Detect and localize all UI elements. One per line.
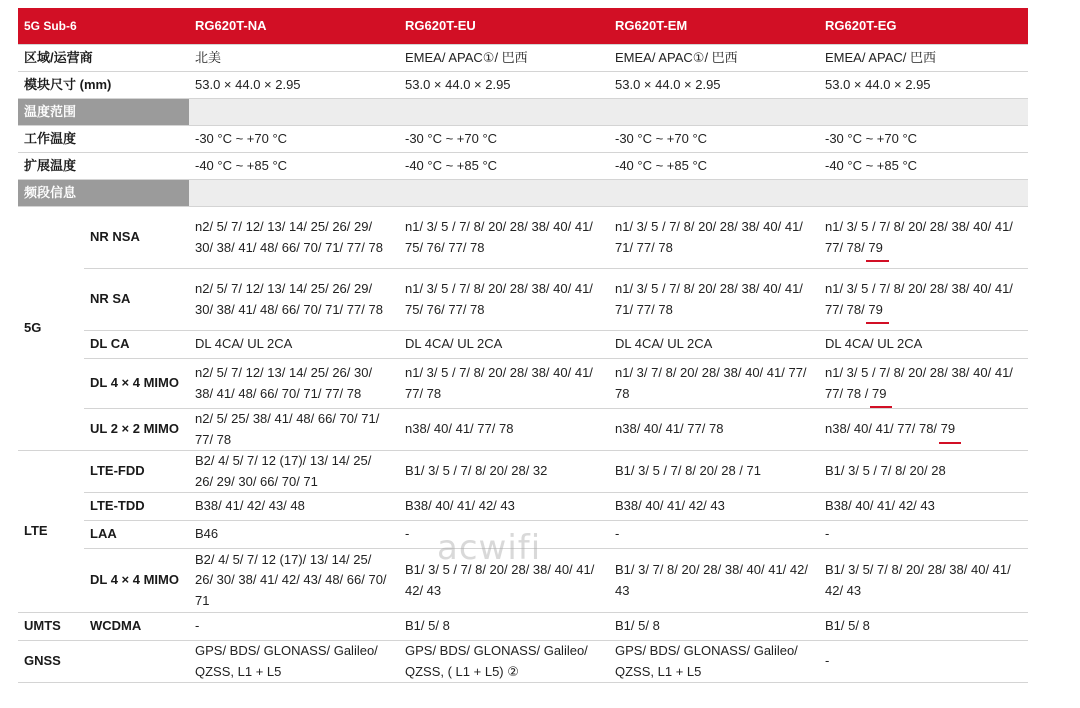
highlight-mark: 79 (872, 384, 886, 405)
cell: -40 °C ~ +85 °C (399, 153, 609, 180)
cell (819, 409, 1028, 451)
cell: n1/ 3/ 7/ 8/ 20/ 28/ 38/ 40/ 41/ 77/ 78 (609, 359, 819, 409)
cell-text: n1/ 3/ 5 / 7/ 8/ 20/ 28/ 38/ 40/ 41/ 77/ 78/ (825, 219, 1013, 255)
row-label: NR SA (84, 269, 189, 331)
row-label: WCDMA (84, 613, 189, 641)
cell: B1/ 3/ 5 / 7/ 8/ 20/ 28/ 32 (399, 451, 609, 493)
section-fill (189, 180, 1028, 207)
cell: n1/ 3/ 5 / 7/ 8/ 20/ 28/ 38/ 40/ 41/ 75/ 76/ 77/ 78 (399, 269, 609, 331)
cell: B46 (189, 521, 399, 549)
cell: B1/ 3/ 5 / 7/ 8/ 20/ 28 (819, 451, 1028, 493)
row-label: UL 2 × 2 MIMO (84, 409, 189, 451)
watermark: acwifi (437, 528, 542, 568)
cell: n2/ 5/ 25/ 38/ 41/ 48/ 66/ 70/ 71/ 77/ 78 (189, 409, 399, 451)
cell: GPS/ BDS/ GLONASS/ Galileo/ QZSS, L1 + L5 (189, 641, 399, 683)
row-label: 模块尺寸 (mm) (18, 72, 189, 99)
spec-table (18, 8, 1028, 683)
row-label: DL 4 × 4 MIMO (84, 549, 189, 613)
cell: n2/ 5/ 7/ 12/ 13/ 14/ 25/ 26/ 30/ 38/ 41/ 48/ 66/ 70/ 71/ 77/ 78 (189, 359, 399, 409)
cell: n1/ 3/ 5 / 7/ 8/ 20/ 28/ 38/ 40/ 41/ 71/ 77/ 78 (609, 269, 819, 331)
cell: n2/ 5/ 7/ 12/ 13/ 14/ 25/ 26/ 29/ 30/ 38/ 41/ 48/ 66/ 70/ 71/ 77/ 78 (189, 207, 399, 269)
group-label-umts: UMTS (18, 613, 84, 641)
ul-mimo-row (18, 409, 1028, 451)
row-label: 扩展温度 (18, 153, 189, 180)
size-row (18, 72, 1028, 99)
cell-text: n1/ 3/ 5 / 7/ 8/ 20/ 28/ 38/ 40/ 41/ 77/ 78/ (825, 281, 1013, 317)
op-temp-row (18, 126, 1028, 153)
header-model-em: RG620T-EM (609, 8, 819, 45)
cell: B38/ 40/ 41/ 42/ 43 (609, 493, 819, 521)
row-label: DL CA (84, 331, 189, 359)
dl-mimo-row (18, 359, 1028, 409)
cell: n1/ 3/ 5 / 7/ 8/ 20/ 28/ 38/ 40/ 41/ 71/ 77/ 78 (609, 207, 819, 269)
highlight-mark: 79 (868, 300, 882, 321)
umts-row (18, 613, 1028, 641)
row-label: LAA (84, 521, 189, 549)
cell: 53.0 × 44.0 × 2.95 (189, 72, 399, 99)
band-section-row (18, 180, 1028, 207)
cell (819, 207, 1028, 269)
cell: - (819, 641, 1028, 683)
cell: -40 °C ~ +85 °C (819, 153, 1028, 180)
temp-section-row (18, 99, 1028, 126)
cell: GPS/ BDS/ GLONASS/ Galileo/ QZSS, ( L1 + L5) ② (399, 641, 609, 683)
cell: -30 °C ~ +70 °C (609, 126, 819, 153)
gnss-row (18, 641, 1028, 683)
cell: n2/ 5/ 7/ 12/ 13/ 14/ 25/ 26/ 29/ 30/ 38/ 41/ 48/ 66/ 70/ 71/ 77/ 78 (189, 269, 399, 331)
row-label: 工作温度 (18, 126, 189, 153)
cell: B38/ 41/ 42/ 43/ 48 (189, 493, 399, 521)
cell: -40 °C ~ +85 °C (189, 153, 399, 180)
cell: B38/ 40/ 41/ 42/ 43 (819, 493, 1028, 521)
cell: -40 °C ~ +85 °C (609, 153, 819, 180)
header-model-eg: RG620T-EG (819, 8, 1028, 45)
cell: n38/ 40/ 41/ 77/ 78 (399, 409, 609, 451)
cell: 北美 (189, 45, 399, 72)
nr-sa-row (18, 269, 1028, 331)
cell: n38/ 40/ 41/ 77/ 78 (609, 409, 819, 451)
cell: DL 4CA/ UL 2CA (189, 331, 399, 359)
cell: 53.0 × 44.0 × 2.95 (399, 72, 609, 99)
row-label: LTE-FDD (84, 451, 189, 493)
lte-tdd-row (18, 493, 1028, 521)
cell: B1/ 3/ 5 / 7/ 8/ 20/ 28 / 71 (609, 451, 819, 493)
cell: B2/ 4/ 5/ 7/ 12 (17)/ 13/ 14/ 25/ 26/ 30/ 38/ 41/ 42/ 43/ 48/ 66/ 70/ 71 (189, 549, 399, 613)
cell: GPS/ BDS/ GLONASS/ Galileo/ QZSS, L1 + L5 (609, 641, 819, 683)
row-label: 区域/运营商 (18, 45, 189, 72)
empty-cell (84, 641, 189, 683)
nr-nsa-row (18, 207, 1028, 269)
cell: 53.0 × 44.0 × 2.95 (819, 72, 1028, 99)
cell: EMEA/ APAC①/ 巴西 (399, 45, 609, 72)
highlight-mark: 79 (941, 419, 955, 440)
section-fill (189, 99, 1028, 126)
cell: DL 4CA/ UL 2CA (399, 331, 609, 359)
cell-text: n1/ 3/ 5 / 7/ 8/ 20/ 28/ 38/ 40/ 41/ 77/ 78 / (825, 365, 1013, 401)
group-label-lte: LTE (18, 451, 84, 613)
cell (819, 359, 1028, 409)
ext-temp-row (18, 153, 1028, 180)
group-label-gnss: GNSS (18, 641, 84, 683)
cell: - (189, 613, 399, 641)
region-row (18, 45, 1028, 72)
cell: - (819, 521, 1028, 549)
group-label-5g: 5G (18, 207, 84, 451)
cell: - (399, 521, 609, 549)
cell: DL 4CA/ UL 2CA (609, 331, 819, 359)
cell: B1/ 3/ 5/ 7/ 8/ 20/ 28/ 38/ 40/ 41/ 42/ 43 (819, 549, 1028, 613)
cell: B38/ 40/ 41/ 42/ 43 (399, 493, 609, 521)
cell: n1/ 3/ 5 / 7/ 8/ 20/ 28/ 38/ 40/ 41/ 77/ 78 (399, 359, 609, 409)
header-model-eu: RG620T-EU (399, 8, 609, 45)
row-label: DL 4 × 4 MIMO (84, 359, 189, 409)
header-model-na: RG620T-NA (189, 8, 399, 45)
cell: 53.0 × 44.0 × 2.95 (609, 72, 819, 99)
cell: B2/ 4/ 5/ 7/ 12 (17)/ 13/ 14/ 25/ 26/ 29/ 30/ 66/ 70/ 71 (189, 451, 399, 493)
cell: B1/ 5/ 8 (399, 613, 609, 641)
cell: B1/ 5/ 8 (819, 613, 1028, 641)
cell: n1/ 3/ 5 / 7/ 8/ 20/ 28/ 38/ 40/ 41/ 75/ 76/ 77/ 78 (399, 207, 609, 269)
cell: -30 °C ~ +70 °C (189, 126, 399, 153)
header-category: 5G Sub-6 (18, 8, 189, 45)
cell: - (609, 521, 819, 549)
cell: B1/ 3/ 7/ 8/ 20/ 28/ 38/ 40/ 41/ 42/ 43 (609, 549, 819, 613)
section-title: 温度范围 (18, 99, 189, 126)
cell: EMEA/ APAC①/ 巴西 (609, 45, 819, 72)
cell: B1/ 5/ 8 (609, 613, 819, 641)
highlight-mark: 79 (868, 238, 882, 259)
section-title: 频段信息 (18, 180, 189, 207)
cell: DL 4CA/ UL 2CA (819, 331, 1028, 359)
dl-ca-row (18, 331, 1028, 359)
laa-row (18, 521, 1028, 549)
cell (819, 269, 1028, 331)
cell: -30 °C ~ +70 °C (399, 126, 609, 153)
lte-mimo-row (18, 549, 1028, 613)
row-label: NR NSA (84, 207, 189, 269)
cell: EMEA/ APAC/ 巴西 (819, 45, 1028, 72)
cell-text: n38/ 40/ 41/ 77/ 78/ (825, 421, 941, 437)
lte-fdd-row (18, 451, 1028, 493)
cell: -30 °C ~ +70 °C (819, 126, 1028, 153)
cell: B1/ 3/ 5 / 7/ 8/ 20/ 28/ 38/ 40/ 41/ 42/ 43 (399, 549, 609, 613)
row-label: LTE-TDD (84, 493, 189, 521)
header-row (18, 8, 1028, 45)
